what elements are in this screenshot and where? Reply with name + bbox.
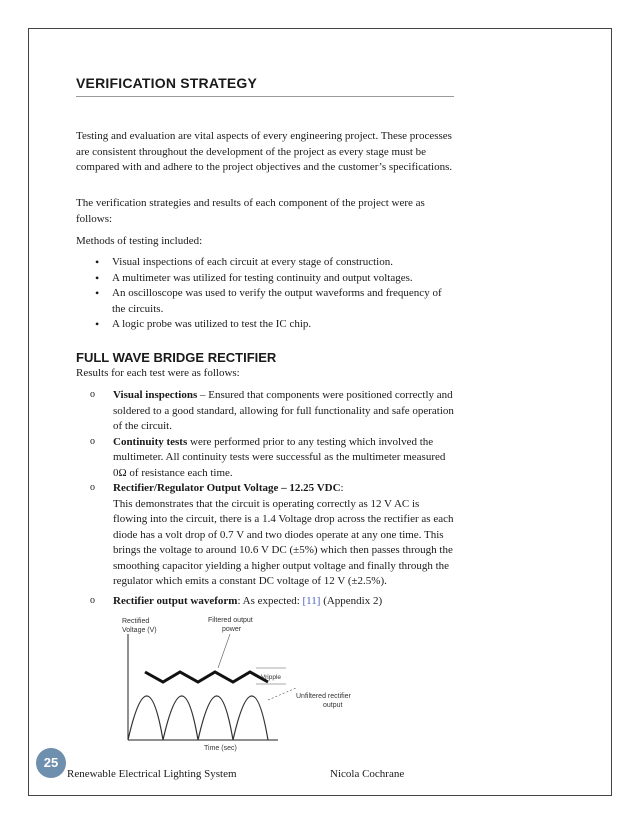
results-list — [76, 388, 456, 609]
filtered-pointer — [218, 634, 230, 668]
item-text: – Ensured that components were positioned correctly and soldered to a good standard, allowing for full functionality and safe operation of the circuit. — [113, 389, 454, 432]
paragraph-results-intro: Results for each test were as follows: — [76, 367, 240, 379]
voltage-explanation: This demonstrates that the circuit is operating correctly as 12 V AC is flowing into the circuit, there is a 1.4 Voltage drop across the rectifier as each diode has a volt drop of 0.7 V and two diodes operate at any one time. This brings the voltage to around 10.6 V DC (±5%) which then passes through the smoothing capacitor yielding a higher output voltage and finally through the regulator which emits a constant DC voltage of 12 V (±2.5%). — [113, 497, 454, 587]
xlabel: Time (sec) — [204, 745, 237, 752]
list-item — [76, 435, 456, 482]
unfiltered-pointer — [268, 688, 296, 700]
item-tail: (Appendix 2) — [320, 594, 383, 607]
methods-list — [76, 255, 456, 333]
list-item: • Visual inspections of each circuit at every stage of construction. — [76, 255, 456, 271]
paragraph-strategies: The verification strategies and results of each component of the project were as follows: — [76, 197, 425, 225]
list-item — [76, 388, 456, 435]
reference-link[interactable]: [11] — [302, 594, 321, 607]
unfiltered-label-line2: output — [323, 702, 343, 709]
section-heading-verification-strategy: VERIFICATION STRATEGY — [76, 75, 454, 97]
ylabel-line2: Voltage (V) — [122, 627, 157, 634]
item-text: : As expected: — [237, 594, 303, 607]
rectifier-waveform-figure — [118, 612, 388, 752]
paragraph-methods: Methods of testing included: — [76, 235, 203, 247]
item-text: were performed prior to any testing which involved the multimeter. All continuity tests were successful as the multimeter measured 0Ω of resistance each time. — [113, 435, 446, 479]
ylabel-line1: Rectified — [122, 618, 150, 625]
footer-project-title: Renewable Electrical Lighting System — [67, 768, 237, 780]
unfiltered-label-line1: Unfiltered rectifier — [296, 693, 351, 700]
item-title: Rectifier/Regulator Output Voltage – 12.25 VDC — [113, 482, 341, 494]
item-title: Continuity tests — [113, 435, 188, 448]
list-item — [76, 481, 456, 590]
paragraph-intro: Testing and evaluation are vital aspects of every engineering project. These processes are consistent throughout the development of the project as every stage must be compared with and adhere to the project objectives and the customer’s specifications. — [76, 130, 453, 173]
item-title: Rectifier output waveform — [113, 594, 238, 607]
filtered-label-line2: power — [222, 626, 242, 633]
item-title: Visual inspections — [113, 389, 198, 401]
list-item: • An oscilloscope was used to verify the output waveforms and frequency of the circuits. — [76, 286, 456, 317]
page-number-badge: 25 — [36, 748, 66, 778]
unfiltered-waveform — [128, 696, 268, 740]
list-item — [76, 594, 456, 610]
filtered-label-line1: Filtered output — [208, 617, 253, 624]
vripple-label: Vripple — [261, 674, 281, 681]
footer-author: Nicola Cochrane — [330, 768, 405, 780]
filtered-waveform — [145, 672, 268, 682]
section-heading-full-wave-bridge-rectifier: FULL WAVE BRIDGE RECTIFIER — [76, 350, 277, 365]
list-item: • A multimeter was utilized for testing continuity and output voltages. — [76, 271, 456, 287]
list-item: • A logic probe was utilized to test the IC chip. — [76, 317, 456, 333]
item-text: : — [340, 482, 344, 494]
